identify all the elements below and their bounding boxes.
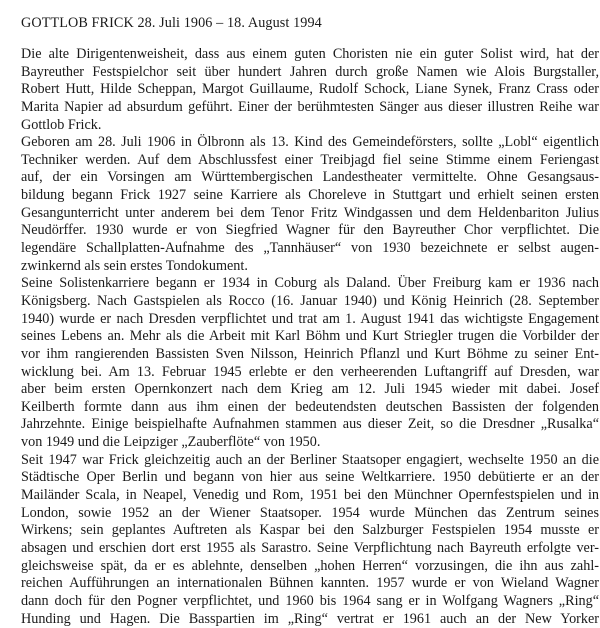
biography-text <box>21 46 599 628</box>
text-line: Keilberth formte dann aus ihm einen der bedeutendsten deutschen Bassisten der folgenden <box>21 399 599 417</box>
text-line: Gesangunterricht unter anderem bei dem Tenor Fritz Windgassen und dem Heldenbariton Julius <box>21 205 599 223</box>
text-line: Städtische Oper Berlin und begann von hier aus seine Weltkarriere. 1950 debütierte er an der <box>21 469 599 487</box>
text-line: dann doch für den Pogner verpflichtet, und 1960 bis 1964 sang er in Wolfgang Wagners „Ring“ <box>21 593 599 611</box>
text-line: Neudörffer. 1930 wurde er von Siegfried Wagner für den Bayreuther Chor verpflichtet. Die <box>21 222 599 240</box>
text-line: Hunding und Hagen. Die Basspartien im „Ring“ vertrat er 1961 auch an der New Yorker <box>21 611 599 628</box>
text-line: wicklung bei. Am 13. Februar 1945 erlebte er den verheerenden Luftangriff auf Dresden, war <box>21 364 599 382</box>
text-line: Mailänder Scala, in Neapel, Venedig und Rom, 1951 bei den Münchner Opernfestspielen und in <box>21 487 599 505</box>
text-line: absagen und erschien dort erst 1955 als Sarastro. Seine Verpflichtung nach Bayreuth erfolgte ver- <box>21 540 599 558</box>
text-line: Wirkens; sein geplantes Auftreten als Kaspar bei den Salzburger Festspielen 1954 musste er <box>21 522 599 540</box>
text-line: Die alte Dirigentenweisheit, dass aus einem guten Choristen nie ein guter Solist wird, hat der <box>21 46 599 64</box>
text-line: reichen Aufführungen an internationalen Bühnen kannten. 1957 wurde er von Wieland Wagner <box>21 575 599 593</box>
text-line: auf, der ein Vorsingen am Württembergischen Landestheater vermittelte. Ohne Gesangsaus- <box>21 169 599 187</box>
text-line: legendäre Schallplatten-Aufnahme des „Tannhäuser“ von 1930 bezeichnete er selbst augen- <box>21 240 599 258</box>
text-line: zwinkernd als sein erstes Tondokument. <box>21 258 599 276</box>
text-line: aber beim ersten Opernkonzert nach dem Krieg am 12. Juli 1945 wieder mit dabei. Josef <box>21 381 599 399</box>
text-line: Marita Napier ad absurdum geführt. Einer der berühmtesten Sänger aus dieser illustren Reihe war <box>21 99 599 117</box>
text-line: Bayreuther Festspielchor seit über hundert Jahren durch große Namen wie Alois Burgstaller, <box>21 64 599 82</box>
text-line: Seine Solistenkarriere begann er 1934 in Coburg als Daland. Über Freiburg kam er 1936 nach <box>21 275 599 293</box>
text-line: Gottlob Frick. <box>21 117 599 135</box>
page-title: GOTTLOB FRICK 28. Juli 1906 – 18. August 1994 <box>21 14 322 32</box>
text-line: seines Lebens an. Mehr als die Arbeit mit Karl Böhm und Kurt Striegler trugen die Vorbilder der <box>21 328 599 346</box>
text-line: Jahrzehnte. Einige beispielhafte Aufnahmen stammen aus dieser Zeit, so die Dresdner „Rusalka“ <box>21 416 599 434</box>
text-line: vor ihm rangierenden Bassisten Sven Nilsson, Heinrich Pflanzl und Kurt Böhme zu seiner Ent- <box>21 346 599 364</box>
text-line: London, sowie 1952 an der Wiener Staatsoper. 1954 wurde München das Zentrum seines <box>21 505 599 523</box>
text-line: 1940) wurde er nach Dresden verpflichtet und trat am 1. August 1941 das wichtigste Engagement <box>21 311 599 329</box>
text-line: Königsberg. Nach Gastspielen als Rocco (16. Januar 1940) und König Heinrich (28. September <box>21 293 599 311</box>
text-line: Techniker werden. Auf dem Abschlussfest einer Treibjagd fiel seine Stimme einem Feriengast <box>21 152 599 170</box>
text-line: bildung begann Frick 1927 seine Karriere als Choreleve in Stuttgart und erhielt seinen ersten <box>21 187 599 205</box>
text-line: Robert Hutt, Hilde Scheppan, Margot Guillaume, Rudolf Schock, Liane Synek, Franz Crass oder <box>21 81 599 99</box>
text-line: Geboren am 28. Juli 1906 in Ölbronn als 13. Kind des Gemeindeförsters, sollte „Lobl“ eigentlich <box>21 134 599 152</box>
text-line: von 1949 und die Leipziger „Zauberflöte“ von 1950. <box>21 434 599 452</box>
text-line: gleichsweise spät, da er es ablehnte, denselben „hohen Herren“ vorzusingen, die ihn aus zahl- <box>21 558 599 576</box>
text-line: Seit 1947 war Frick gleichzeitig auch an der Berliner Staatsoper engagiert, wechselte 1950 an die <box>21 452 599 470</box>
